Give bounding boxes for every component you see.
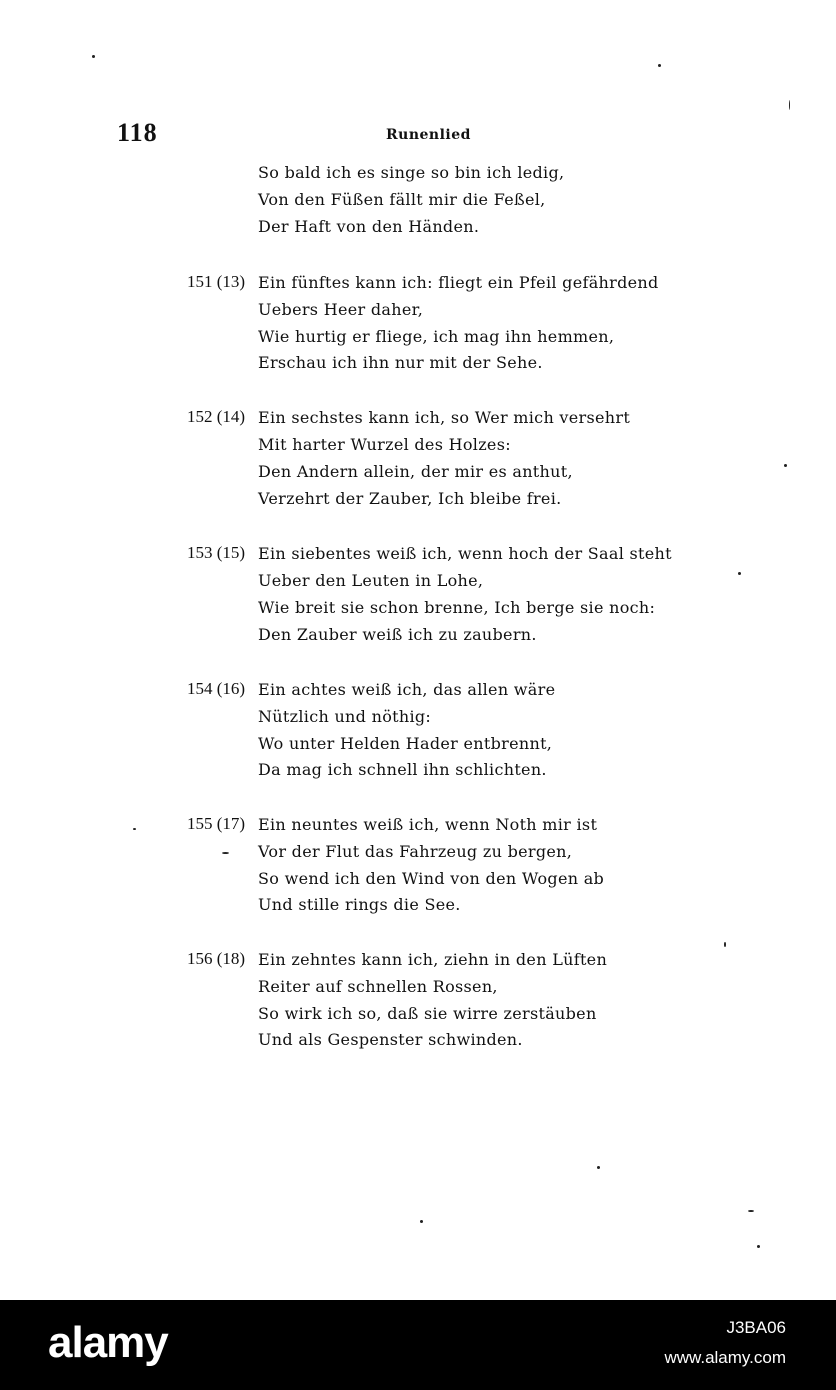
image-id: J3BA06 — [726, 1318, 786, 1337]
scan-speck — [133, 828, 136, 830]
stock-footer-bar — [0, 1300, 836, 1390]
page-number: 118 — [117, 118, 158, 147]
scan-speck — [92, 55, 95, 58]
verse-line: So wend ich den Wind von den Wogen ab — [258, 869, 605, 888]
verse-line: Den Zauber weiß ich zu zaubern. — [258, 625, 537, 644]
verse-line: So wirk ich so, daß sie wirre zerstäuben — [258, 1004, 597, 1023]
stanza-number: 151 (13) — [187, 272, 246, 291]
verse-line: Ein neuntes weiß ich, wenn Noth mir ist — [258, 815, 598, 834]
verse-line: Den Andern allein, der mir es anthut, — [258, 462, 573, 481]
verse-line: Der Haft von den Händen. — [258, 217, 480, 236]
verse-line: Reiter auf schnellen Rossen, — [258, 977, 498, 996]
verse-line: Und als Gespenster schwinden. — [258, 1030, 523, 1049]
verse-line: Ein fünftes kann ich: fliegt ein Pfeil gefährdend — [258, 273, 659, 292]
verse-line: Ueber den Leuten in Lohe, — [258, 571, 484, 590]
verse-line: Ein sechstes kann ich, so Wer mich versehrt — [258, 408, 631, 427]
running-head: Runenlied — [386, 127, 471, 143]
verse-line: Von den Füßen fällt mir die Feßel, — [258, 190, 546, 209]
scan-speck — [724, 942, 726, 947]
verse-line: Wie hurtig er fliege, ich mag ihn hemmen, — [258, 327, 615, 346]
scan-speck — [222, 852, 229, 854]
verse-line: Ein siebentes weiß ich, wenn hoch der Saal steht — [258, 544, 672, 563]
verse-line: Verzehrt der Zauber, Ich bleibe frei. — [258, 489, 562, 508]
stanza-number: 156 (18) — [187, 949, 246, 968]
verse-line: Ein zehntes kann ich, ziehn in den Lüften — [258, 950, 608, 969]
alamy-logo: alamy — [48, 1318, 168, 1367]
stanza-number: 153 (15) — [187, 543, 246, 562]
scan-speck — [789, 100, 790, 110]
stanza-number: 154 (16) — [187, 679, 246, 698]
scan-speck — [658, 64, 661, 67]
verse-line: Da mag ich schnell ihn schlichten. — [258, 760, 547, 779]
verse-line: Wie breit sie schon brenne, Ich berge sie noch: — [258, 598, 656, 617]
scan-speck — [420, 1220, 423, 1223]
verse-line: Mit harter Wurzel des Holzes: — [258, 435, 511, 454]
verse-line: So bald ich es singe so bin ich ledig, — [258, 163, 565, 182]
verse-line: Erschau ich ihn nur mit der Sehe. — [258, 353, 543, 372]
verse-line: Und stille rings die See. — [258, 895, 461, 914]
verse-line: Wo unter Helden Hader entbrennt, — [258, 734, 553, 753]
verse-line: Vor der Flut das Fahrzeug zu bergen, — [258, 842, 573, 861]
verse-line: Nützlich und nöthig: — [258, 707, 432, 726]
site-url: www.alamy.com — [664, 1348, 786, 1367]
scan-speck — [748, 1210, 754, 1212]
scan-speck — [738, 572, 741, 575]
verse-line: Ein achtes weiß ich, das allen wäre — [258, 680, 556, 699]
verse-line: Uebers Heer daher, — [258, 300, 424, 319]
scan-speck — [757, 1245, 760, 1248]
stanza-number: 155 (17) — [187, 814, 246, 833]
scan-speck — [784, 464, 787, 467]
stanza-number: 152 (14) — [187, 407, 246, 426]
scan-speck — [597, 1166, 600, 1169]
